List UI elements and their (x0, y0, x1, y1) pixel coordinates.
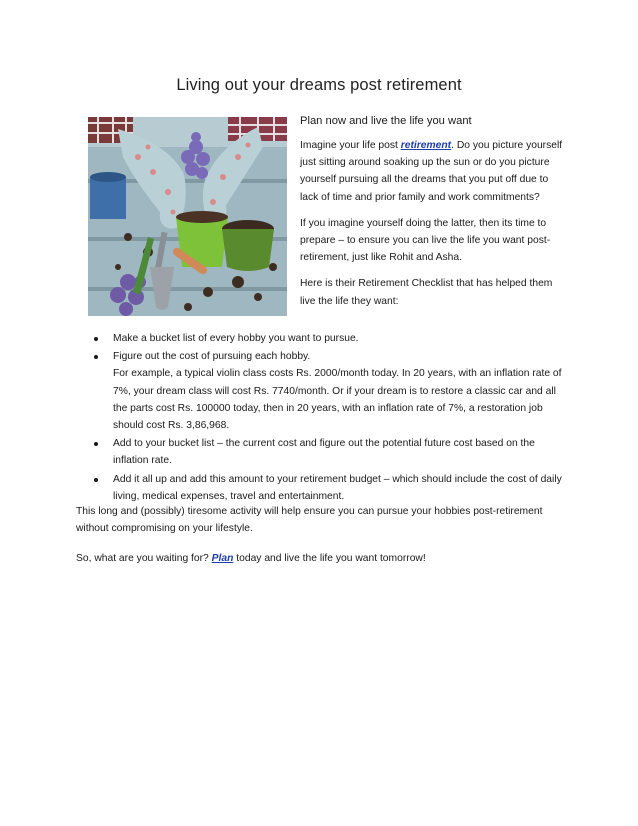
list-item-text: Add it all up and add this amount to your retirement budget – which should include the cost of daily living, medical expenses, travel and entertainment. (113, 473, 562, 502)
page-title: Living out your dreams post retirement (176, 76, 462, 94)
list-item-text: Add to your bucket list – the current cost and figure out the potential future cost based on the inflation rate. (113, 438, 535, 467)
plan-link[interactable]: Plan (211, 553, 234, 564)
list-item (90, 330, 565, 347)
list-item-text: Make a bucket list of every hobby you want to pursue. (113, 333, 359, 344)
bullet-icon (94, 442, 98, 446)
bullet-icon (94, 478, 98, 482)
final-text-start: So, what are you waiting for? (76, 553, 212, 564)
list-item-text: Figure out the cost of pursuing each hobby. (113, 351, 311, 363)
final-text-end: today and live the life you want tomorrow! (233, 553, 426, 564)
final-paragraph (76, 550, 566, 567)
prepare-paragraph: If you imagine yourself doing the latter, then its time to prepare – to ensure you can live the life you want post-retirement, just like Rohit and Asha. (300, 217, 551, 264)
subheading: Plan now and live the life you want (300, 115, 472, 127)
list-item (90, 348, 565, 434)
gardening-photo (88, 117, 287, 316)
bullet-icon (94, 355, 98, 359)
list-item (90, 435, 565, 469)
gardening-illustration (88, 117, 287, 316)
intro-text-start: Imagine your life post (300, 140, 401, 151)
list-item (90, 471, 565, 505)
retirement-checklist (90, 330, 565, 506)
bullet-icon (94, 337, 98, 341)
retirement-link[interactable]: retirement (400, 140, 452, 151)
intro-text-end: . Do you picture yourself just sitting around soaking up the sun or do you picture yourself pursuing all the dreams that you put off due to lack of time and prior family and work commitments? (300, 140, 563, 203)
intro-column (300, 112, 566, 319)
checklist-intro: Here is their Retirement Checklist that has helped them live the life they want: (300, 278, 553, 307)
example-text: For example, a typical violin class costs Rs. 2000/month today. In 20 years, with an inflation rate of 7%, your dream class will cost Rs. 7740/month. Or if your dream is to restore a classic car and all the parts cost Rs. 100000 today, then in 20 years, with an inflation rate of 7%, a restoration job should cost Rs. 3,86,968. (113, 368, 562, 432)
closing-paragraph: This long and (possibly) tiresome activity will help ensure you can pursue your hobbies post-retirement without compromising on your lifestyle. (76, 506, 543, 535)
intro-paragraph (300, 137, 566, 206)
